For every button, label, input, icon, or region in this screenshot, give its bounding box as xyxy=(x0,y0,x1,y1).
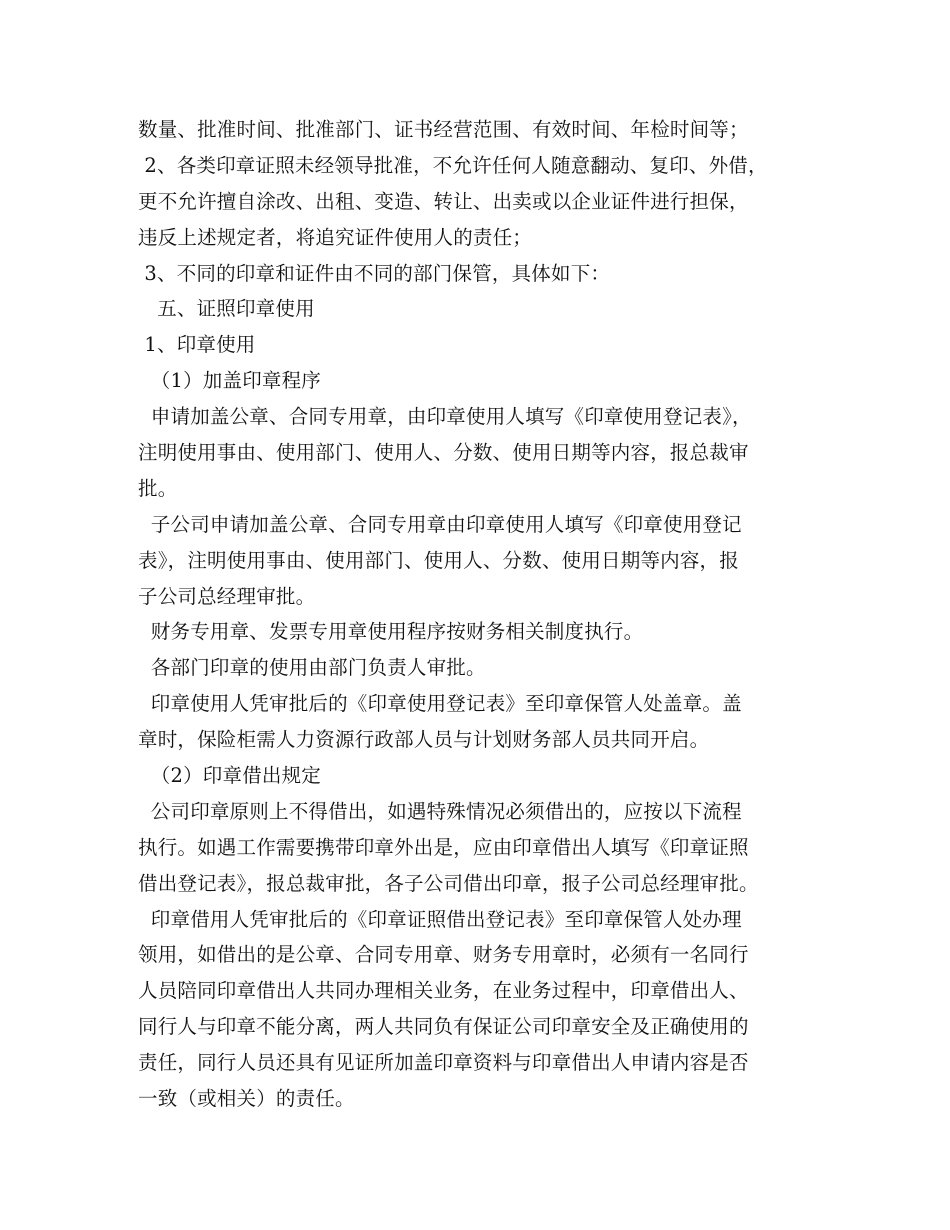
text-line: 执行。如遇工作需要携带印章外出是，应由印章借出人填写《印章证照 xyxy=(138,835,749,859)
text-line: 人员陪同印章借出人共同办理相关业务，在业务过程中，印章借出人、 xyxy=(138,979,749,1003)
text-line: 一致（或相关）的责任。 xyxy=(138,1087,355,1111)
text-line: 公司印章原则上不得借出，如遇特殊情况必须借出的，应按以下流程 xyxy=(138,799,742,823)
text-line: 章时，保险柜需人力资源行政部人员与计划财务部人员共同开启。 xyxy=(138,728,710,752)
text-line: 更不允许擅自涂改、出租、变造、转让、出卖或以企业证件进行担保， xyxy=(138,189,749,213)
text-line: 借出登记表》，报总裁审批，各子公司借出印章，报子公司总经理审批。 xyxy=(138,871,759,895)
text-line: 领用，如借出的是公章、合同专用章、财务专用章时，必须有一名同行 xyxy=(138,943,749,967)
text-line: 同行人与印章不能分离，两人共同负有保证公司印章安全及正确使用的 xyxy=(138,1015,749,1039)
text-line: 印章借用人凭审批后的《印章证照借出登记表》至印章保管人处办理 xyxy=(138,907,742,931)
text-line: 3、不同的印章和证件由不同的部门保管，具体如下： xyxy=(138,261,611,285)
text-line: 申请加盖公章、合同专用章，由印章使用人填写《印章使用登记表》， xyxy=(138,405,752,429)
text-line: 财务专用章、发票专用章使用程序按财务相关制度执行。 xyxy=(138,620,644,644)
text-line: 子公司申请加盖公章、合同专用章由印章使用人填写《印章使用登记 xyxy=(138,512,742,536)
text-line: 印章使用人凭审批后的《印章使用登记表》至印章保管人处盖章。盖 xyxy=(138,692,742,716)
text-line: 注明使用事由、使用部门、使用人、分数、使用日期等内容，报总裁审 xyxy=(138,441,749,465)
subsection-heading: 1、印章使用 xyxy=(138,333,256,357)
text-line: 责任，同行人员还具有见证所加盖印章资料与印章借出人申请内容是否 xyxy=(138,1051,749,1075)
text-line: 子公司总经理审批。 xyxy=(138,584,316,608)
text-line: 违反上述规定者，将追究证件使用人的责任； xyxy=(138,225,533,249)
text-line: 表》，注明使用事由、使用部门、使用人、分数、使用日期等内容，报 xyxy=(138,548,739,572)
subsection-heading: （1）加盖印章程序 xyxy=(138,369,322,393)
subsection-heading: （2）印章借出规定 xyxy=(138,764,322,788)
text-line: 各部门印章的使用由部门负责人审批。 xyxy=(138,656,486,680)
text-line: 批。 xyxy=(138,476,178,500)
text-line: 2、各类印章证照未经领导批准，不允许任何人随意翻动、复印、外借， xyxy=(138,153,768,177)
document-body xyxy=(138,112,838,1117)
text-line: 数量、批准时间、批准部门、证书经营范围、有效时间、年检时间等； xyxy=(138,118,749,141)
section-heading: 五、证照印章使用 xyxy=(138,297,315,321)
